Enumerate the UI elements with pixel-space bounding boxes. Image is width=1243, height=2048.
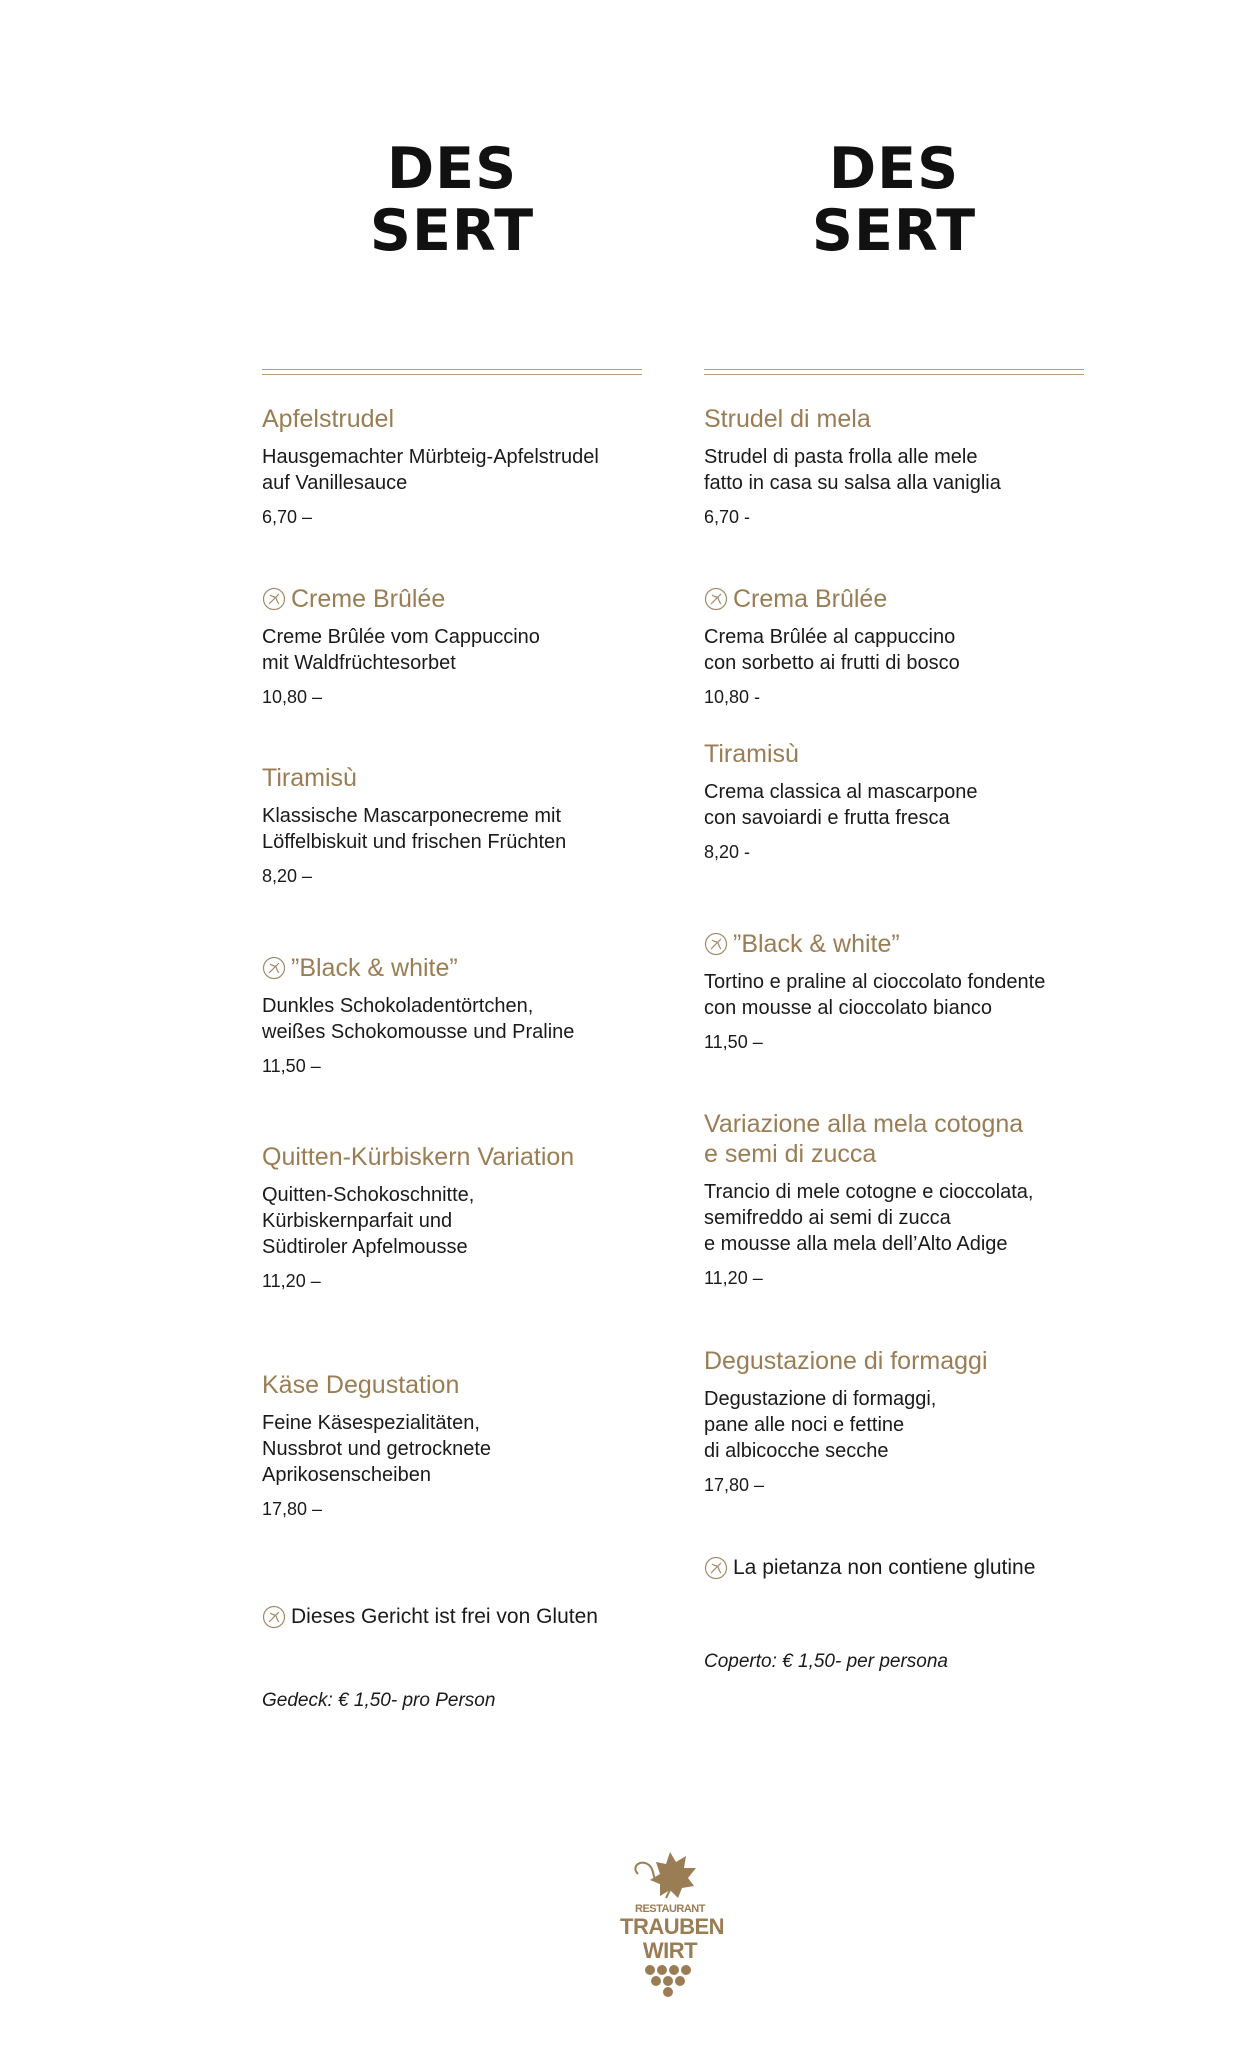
double-rule-divider xyxy=(262,369,642,375)
logo-text-trauben: TRAUBEN xyxy=(620,1914,725,1939)
item-description: Strudel di pasta frolla alle mele fatto in casa su salsa alla vaniglia xyxy=(704,446,1001,494)
gluten-free-icon xyxy=(262,587,286,611)
logo-text-wirt: WIRT xyxy=(642,1938,698,1963)
menu-item xyxy=(262,584,662,708)
gluten-free-icon xyxy=(704,1556,728,1580)
item-name: Quitten-Kürbiskern Variation xyxy=(262,1143,575,1171)
item-price: 6,70 - xyxy=(704,507,751,527)
item-price: 11,50 – xyxy=(704,1032,763,1052)
item-description: Hausgemachter Mürbteig-Apfelstrudel auf Vanillesauce xyxy=(262,446,599,494)
item-price: 6,70 – xyxy=(262,507,313,527)
item-price: 11,20 – xyxy=(704,1268,763,1288)
menu-item xyxy=(262,1370,662,1520)
menu-item xyxy=(262,1142,662,1292)
item-price: 17,80 – xyxy=(704,1475,765,1495)
item-name: Tiramisù xyxy=(262,764,357,792)
gluten-note-text: Dieses Gericht ist frei von Gluten xyxy=(291,1605,598,1628)
item-name: Käse Degustation xyxy=(262,1371,460,1399)
item-description: Creme Brûlée vom Cappuccino mit Waldfrüchtesorbet xyxy=(262,626,540,674)
item-name: ”Black & white” xyxy=(704,929,1104,959)
item-price: 8,20 - xyxy=(704,842,751,862)
item-name: Strudel di mela xyxy=(704,405,871,433)
item-name: ”Black & white” xyxy=(262,953,662,983)
gluten-free-icon xyxy=(262,1605,286,1629)
item-price: 10,80 - xyxy=(704,687,761,707)
logo-text-restaurant: RESTAURANT xyxy=(635,1903,705,1915)
item-description: Crema Brûlée al cappuccino con sorbetto ai frutti di bosco xyxy=(704,626,960,674)
double-rule-divider xyxy=(704,369,1084,375)
item-name: Degustazione di formaggi xyxy=(704,1347,988,1375)
item-description: Trancio di mele cotogne e cioccolata, semifreddo ai semi di zucca e mousse alla mela dell’Alto Adige xyxy=(704,1181,1034,1255)
gluten-free-note xyxy=(704,1555,1035,1581)
gluten-free-note xyxy=(262,1604,598,1630)
gluten-free-icon xyxy=(704,587,728,611)
cover-charge: Coperto: € 1,50- per persona xyxy=(704,1651,948,1672)
menu-item xyxy=(704,1109,1104,1289)
item-price: 11,50 – xyxy=(262,1056,321,1076)
item-description: Quitten-Schokoschnitte, Kürbiskernparfait und Südtiroler Apfelmousse xyxy=(262,1184,475,1258)
section-title xyxy=(704,138,1084,262)
item-price: 17,80 – xyxy=(262,1499,323,1519)
item-description: Klassische Mascarponecreme mit Löffelbiskuit und frischen Früchten xyxy=(262,805,567,853)
menu-item xyxy=(262,763,662,887)
item-description: Dunkles Schokoladentörtchen, weißes Schokomousse und Praline xyxy=(262,995,575,1043)
item-price: 8,20 – xyxy=(262,866,313,886)
item-description: Tortino e praline al cioccolato fondente con mousse al cioccolato bianco xyxy=(704,971,1046,1019)
section-title xyxy=(262,138,642,262)
gluten-note-text: La pietanza non contiene glutine xyxy=(733,1556,1036,1579)
item-name: Apfelstrudel xyxy=(262,405,395,433)
item-description: Feine Käsespezialitäten, Nussbrot und getrocknete Aprikosenscheiben xyxy=(262,1412,492,1486)
menu-item xyxy=(262,953,662,1077)
menu-item xyxy=(704,1346,1104,1496)
gluten-free-icon xyxy=(262,956,286,980)
menu-item xyxy=(704,929,1104,1053)
gluten-free-icon xyxy=(704,932,728,956)
menu-item xyxy=(262,404,662,528)
item-price: 11,20 – xyxy=(262,1271,321,1291)
item-name: Variazione alla mela cotogna e semi di zucca xyxy=(704,1110,1024,1168)
item-name: Crema Brûlée xyxy=(704,584,1104,614)
title-line-1: DES xyxy=(386,136,518,202)
menu-item xyxy=(704,739,1104,863)
item-description: Crema classica al mascarpone con savoiardi e frutta fresca xyxy=(704,781,978,829)
menu-item xyxy=(704,404,1104,528)
title-line-2: SERT xyxy=(369,198,535,264)
title-line-1: DES xyxy=(828,136,960,202)
item-name: Creme Brûlée xyxy=(262,584,662,614)
item-description: Degustazione di formaggi, pane alle noci e fettine di albicocche secche xyxy=(704,1388,937,1462)
item-name: Tiramisù xyxy=(704,740,799,768)
title-line-2: SERT xyxy=(811,198,977,264)
menu-item xyxy=(704,584,1104,708)
item-price: 10,80 – xyxy=(262,687,323,707)
cover-charge: Gedeck: € 1,50- pro Person xyxy=(262,1690,496,1711)
